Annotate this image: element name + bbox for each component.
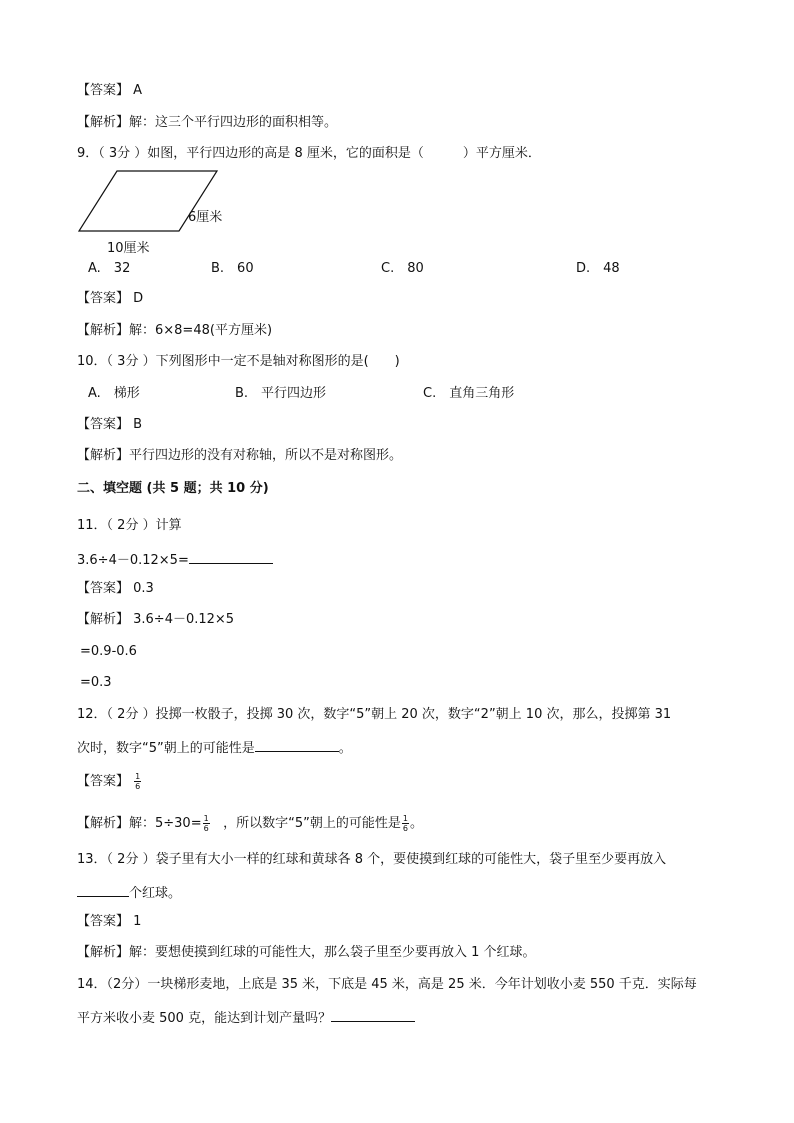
q12-analysis-fraction-2 (402, 814, 409, 833)
q9-option-a: A. 32 (88, 261, 131, 276)
q12-analysis-mid: ，所以数字“5”朝上的可能性是 (223, 816, 401, 831)
q12-stem-text: 次时，数字“5”朝上的可能性是 (77, 741, 255, 756)
q10-option-a: A. 梯形 (88, 386, 140, 401)
base-label: 10厘米 (107, 241, 150, 256)
q10-option-c: C. 直角三角形 (423, 386, 515, 401)
q9-stem: 9．（ 3分 ）如图，平行四边形的高是 8 厘米，它的面积是（ ）平方厘米． (77, 146, 541, 161)
fraction-denominator: 6 (203, 824, 209, 833)
q12-analysis (77, 814, 423, 833)
side-label: 6厘米 (188, 210, 223, 225)
q12-analysis-fraction-1 (203, 814, 210, 833)
q8-analysis: 【解析】解：这三个平行四边形的面积相等。 (77, 115, 338, 130)
q12-stem-line2 (77, 737, 352, 758)
q11-answer-blank[interactable] (189, 549, 273, 564)
q13-stem-line1: 13．（ 2分 ）袋子里有大小一样的红球和黄球各 8 个，要使摸到红球的可能性大，袋子里至少要再放入 (77, 852, 667, 867)
q9-answer: 【答案】 D (77, 291, 144, 306)
fraction-numerator: 1 (402, 814, 408, 823)
q10-answer: 【答案】 B (77, 417, 143, 432)
q12-answer (77, 772, 142, 791)
q11-analysis: 【解析】 3.6÷4－0.12×5 (77, 612, 235, 627)
q13-stem-line2 (77, 882, 181, 903)
q10-stem: 10．（ 3分 ）下列图形中一定不是轴对称图形的是( ) (77, 354, 400, 369)
q12-stem-end: 。 (338, 741, 352, 756)
q14-stem-line2 (77, 1007, 415, 1028)
q11-stem: 11．（ 2分 ）计算 (77, 518, 182, 533)
q11-expression (77, 549, 273, 570)
fraction-numerator: 1 (203, 814, 209, 823)
q14-answer-blank[interactable] (331, 1007, 415, 1022)
q13-answer-blank[interactable] (77, 882, 129, 897)
fraction-denominator: 6 (135, 782, 141, 791)
parallelogram-figure (70, 164, 240, 259)
fraction-numerator: 1 (135, 772, 141, 781)
q12-answer-fraction (134, 772, 141, 791)
q9-option-b: B. 60 (211, 261, 254, 276)
section-heading: 二、填空题 (共 5 题；共 10 分) (77, 481, 269, 496)
q12-answer-label: 【答案】 (77, 774, 130, 789)
q13-answer: 【答案】 1 (77, 914, 142, 929)
q12-analysis-end: 。 (409, 816, 423, 831)
q13-analysis: 【解析】解：要想使摸到红球的可能性大，那么袋子里至少要再放入 1 个红球。 (77, 945, 536, 960)
q13-stem-text: 个红球。 (129, 886, 182, 901)
q11-step-1: =0.9-0.6 (80, 644, 137, 659)
q9-option-d: D. 48 (576, 261, 620, 276)
q14-stem-text: 平方米收小麦 500 克，能达到计划产量吗？ (77, 1011, 332, 1026)
q11-step-2: =0.3 (80, 675, 112, 690)
fraction-denominator: 6 (402, 824, 408, 833)
q9-analysis: 【解析】解：6×8=48(平方厘米) (77, 323, 273, 338)
q12-answer-blank[interactable] (255, 737, 339, 752)
q10-analysis: 【解析】平行四边形的没有对称轴，所以不是对称图形。 (77, 448, 403, 463)
q12-stem-line1: 12．（ 2分 ）投掷一枚骰子，投掷 30 次，数字“5”朝上 20 次，数字“2”朝上 10 次，那么，投掷第 31 (77, 707, 672, 722)
q10-option-b: B. 平行四边形 (235, 386, 327, 401)
q11-expression-text: 3.6÷4－0.12×5= (77, 553, 189, 568)
q14-stem-line1: 14．（2分）一块梯形麦地，上底是 35 米，下底是 45 米，高是 25 米．今年计划收小麦 550 千克．实际每 (77, 977, 697, 992)
q12-analysis-prefix: 【解析】解：5÷30= (77, 816, 202, 831)
q9-option-c: C. 80 (381, 261, 424, 276)
q11-answer: 【答案】 0.3 (77, 581, 154, 596)
q8-answer: 【答案】 A (77, 83, 143, 98)
